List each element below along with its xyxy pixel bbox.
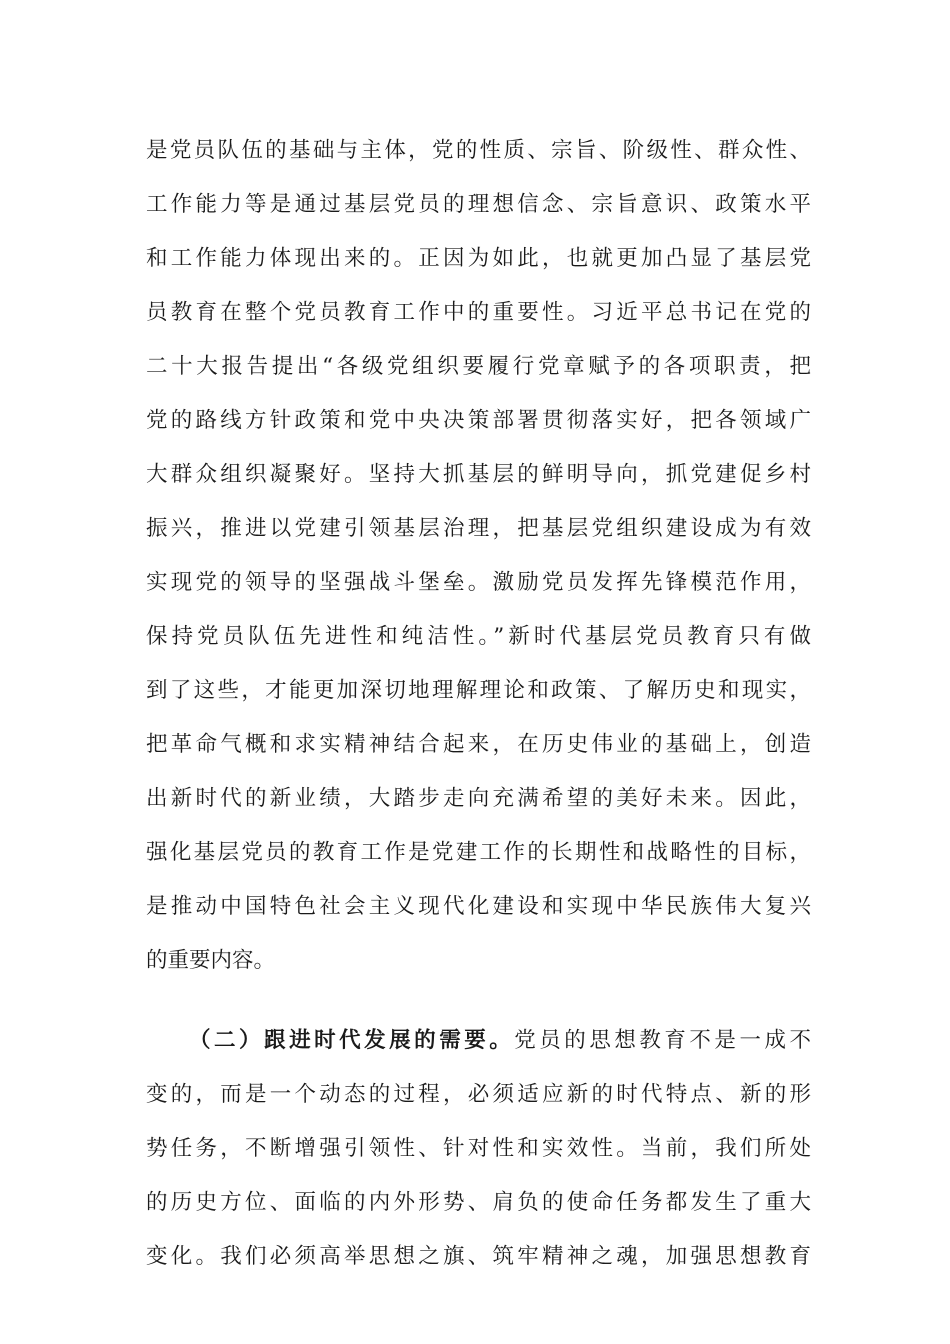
- text-line: 到了这些，才能更加深切地理解理论和政策、了解历史和现实，: [146, 678, 811, 703]
- text-line: 强化基层党员的教育工作是党建工作的长期性和战略性的目标，: [146, 840, 811, 865]
- text-line: 二十大报告提出“各级党组织要履行党章赋予的各项职责，把: [146, 354, 811, 379]
- document-body: [146, 124, 811, 1284]
- text-line: 的历史方位、面临的内外形势、肩负的使命任务都发生了重大: [146, 1190, 811, 1215]
- paragraph-2: [146, 1014, 811, 1284]
- section-heading: （二）跟进时代发展的需要。: [189, 1028, 515, 1053]
- paragraph-1: [146, 124, 811, 988]
- text-line: 是推动中国特色社会主义现代化建设和实现中华民族伟大复兴: [146, 894, 811, 919]
- text-line: 党的路线方针政策和党中央决策部署贯彻落实好，把各领域广: [146, 408, 811, 433]
- text-line: 工作能力等是通过基层党员的理想信念、宗旨意识、政策水平: [146, 192, 811, 217]
- text-line: 变化。我们必须高举思想之旗、筑牢精神之魂，加强思想教育: [146, 1244, 811, 1269]
- text-line: 变的，而是一个动态的过程，必须适应新的时代特点、新的形: [146, 1082, 811, 1107]
- text-line: 的重要内容。: [146, 948, 276, 973]
- text-line: 大群众组织凝聚好。坚持大抓基层的鲜明导向，抓党建促乡村: [146, 462, 811, 487]
- text-line: 是党员队伍的基础与主体，党的性质、宗旨、阶级性、群众性、: [146, 138, 811, 163]
- text-line: 出新时代的新业绩，大踏步走向充满希望的美好未来。因此，: [146, 786, 811, 811]
- text-line: 把革命气概和求实精神结合起来，在历史伟业的基础上，创造: [146, 732, 811, 757]
- text-line: 员教育在整个党员教育工作中的重要性。习近平总书记在党的: [146, 300, 811, 325]
- text-line: 保持党员队伍先进性和纯洁性。”新时代基层党员教育只有做: [146, 624, 811, 649]
- text-line: 振兴，推进以党建引领基层治理，把基层党组织建设成为有效: [146, 516, 811, 541]
- text-line: 实现党的领导的坚强战斗堡垒。激励党员发挥先锋模范作用，: [146, 570, 811, 595]
- paragraph-gap: [146, 988, 811, 1014]
- text-line: 和工作能力体现出来的。正因为如此，也就更加凸显了基层党: [146, 246, 811, 271]
- text-line: [146, 1014, 811, 1068]
- section-heading-continuation: 党员的思想教育不是一成不: [514, 1028, 811, 1053]
- text-line: 势任务，不断增强引领性、针对性和实效性。当前，我们所处: [146, 1136, 811, 1161]
